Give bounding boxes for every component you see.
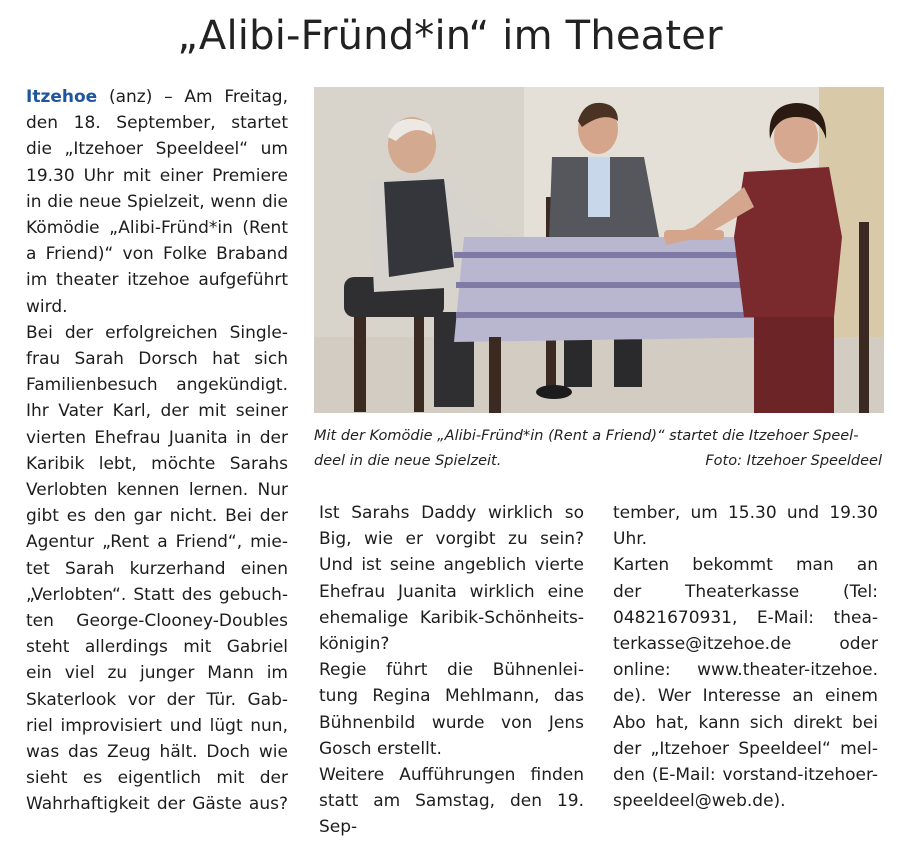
text-line: tet Sarah kurzerhand einen [26, 558, 288, 579]
text-line: vierten Ehefrau Juanita in der [26, 427, 288, 448]
text-line: königin? [319, 634, 390, 655]
text-line: Agentur „Rent a Friend“, mie- [26, 532, 288, 553]
text-line: Karibik lebt, möchte Sarahs [26, 453, 288, 474]
article-column-3 [613, 500, 878, 814]
text-line: de). Wer Interesse an einem [613, 686, 878, 707]
article-column-2 [319, 500, 584, 841]
text-line: Wahrhaftigkeit der Gäste aus? [26, 794, 288, 815]
text-line [26, 84, 288, 110]
text-line: 04821670931, E-Mail: thea- [613, 607, 878, 628]
text-line: im theater itzehoe aufgeführt [26, 270, 288, 291]
text-line: Big, wie er vorgibt zu sein? [319, 529, 584, 550]
caption-text: deel in die neue Spielzeit. [314, 453, 502, 469]
article-photo [314, 87, 884, 413]
text-line: Abo hat, kann sich direkt bei [613, 712, 878, 733]
text-line: gibt es den gar nicht. Bei der [26, 506, 288, 527]
text-line: sieht es eigentlich mit der [26, 768, 288, 789]
headline: „Alibi-Fründ*in“ im Theater [177, 13, 723, 59]
text-line: ten George-Clooney-Doubles [26, 611, 288, 632]
text-line: Gosch erstellt. [319, 738, 442, 759]
text-line: ehemalige Karibik-Schönheits- [319, 607, 584, 628]
text-line: tung Regina Mehlmann, das [319, 686, 584, 707]
text-line: den 18. September, startet [26, 113, 288, 134]
text-line: Ihr Vater Karl, der mit seiner [26, 401, 288, 422]
stage-scene-illustration [314, 87, 884, 413]
text-line: Familienbesuch angekündigt. [26, 375, 288, 396]
text-line: Ist Sarahs Daddy wirklich so [319, 503, 584, 523]
text-line: Skaterlook vor der Tür. Gab- [26, 689, 288, 710]
text-line: Und ist seine angeblich vierte [319, 555, 584, 576]
text-line: Kömödie „Alibi-Fründ*in (Rent [26, 218, 288, 239]
text-line: riel improvisiert und lügt nun, [26, 715, 288, 736]
photo-caption [314, 424, 882, 474]
text-line: Karten bekommt man an [613, 555, 878, 576]
text-line: steht allerdings mit Gabriel [26, 637, 288, 658]
text-line: den (E-Mail: vorstand-itzehoer- [613, 765, 878, 786]
text-line: die „Itzehoer Speeldeel“ um [26, 139, 288, 160]
caption-line: Mit der Komödie „Alibi-Fründ*in (Rent a Friend)“ startet die Itzehoer Speel- [314, 428, 859, 444]
text-line: wird. [26, 296, 68, 317]
text-line: speeldeel@web.de). [613, 791, 786, 812]
text-line: a Friend)“ von Folke Braband [26, 244, 288, 265]
text-line: Regie führt die Bühnenlei- [319, 660, 584, 681]
text-line: Bei der erfolgreichen Single- [26, 322, 288, 343]
text-line: Verlobten kennen lernen. Nur [26, 480, 288, 501]
text-line: Weitere Aufführungen finden [319, 765, 584, 786]
text-line: was das Zeug hält. Doch wie [26, 742, 288, 763]
text-line: Bühnenbild wurde von Jens [319, 712, 584, 733]
text-line: Uhr. [613, 529, 648, 550]
text-line: Ehefrau Juanita wirklich eine [319, 581, 584, 602]
text-line: „Verlobten“. Statt des gebuch- [26, 584, 288, 605]
text-line: 19.30 Uhr mit einer Premiere [26, 165, 288, 186]
text-line: der Theaterkasse (Tel: [613, 581, 878, 602]
photo-credit: Foto: Itzehoer Speeldeel [705, 453, 882, 469]
text-line: der „Itzehoer Speeldeel“ mel- [613, 738, 878, 759]
lead-text: (anz) – Am Freitag, [97, 87, 288, 107]
text-line: frau Sarah Dorsch hat sich [26, 349, 288, 370]
text-line: statt am Samstag, den 19. Sep- [319, 791, 584, 838]
caption-line [314, 449, 882, 474]
text-line: online: www.theater-itzehoe. [613, 660, 878, 681]
article-column-1 [26, 84, 288, 818]
text-line: ein viel zu junger Mann im [26, 663, 288, 684]
text-line: tember, um 15.30 und 19.30 [613, 503, 878, 523]
text-line: in die neue Spielzeit, wenn die [26, 191, 288, 212]
location-label: Itzehoe [26, 87, 98, 107]
text-line: terkasse@itzehoe.de oder [613, 634, 878, 655]
